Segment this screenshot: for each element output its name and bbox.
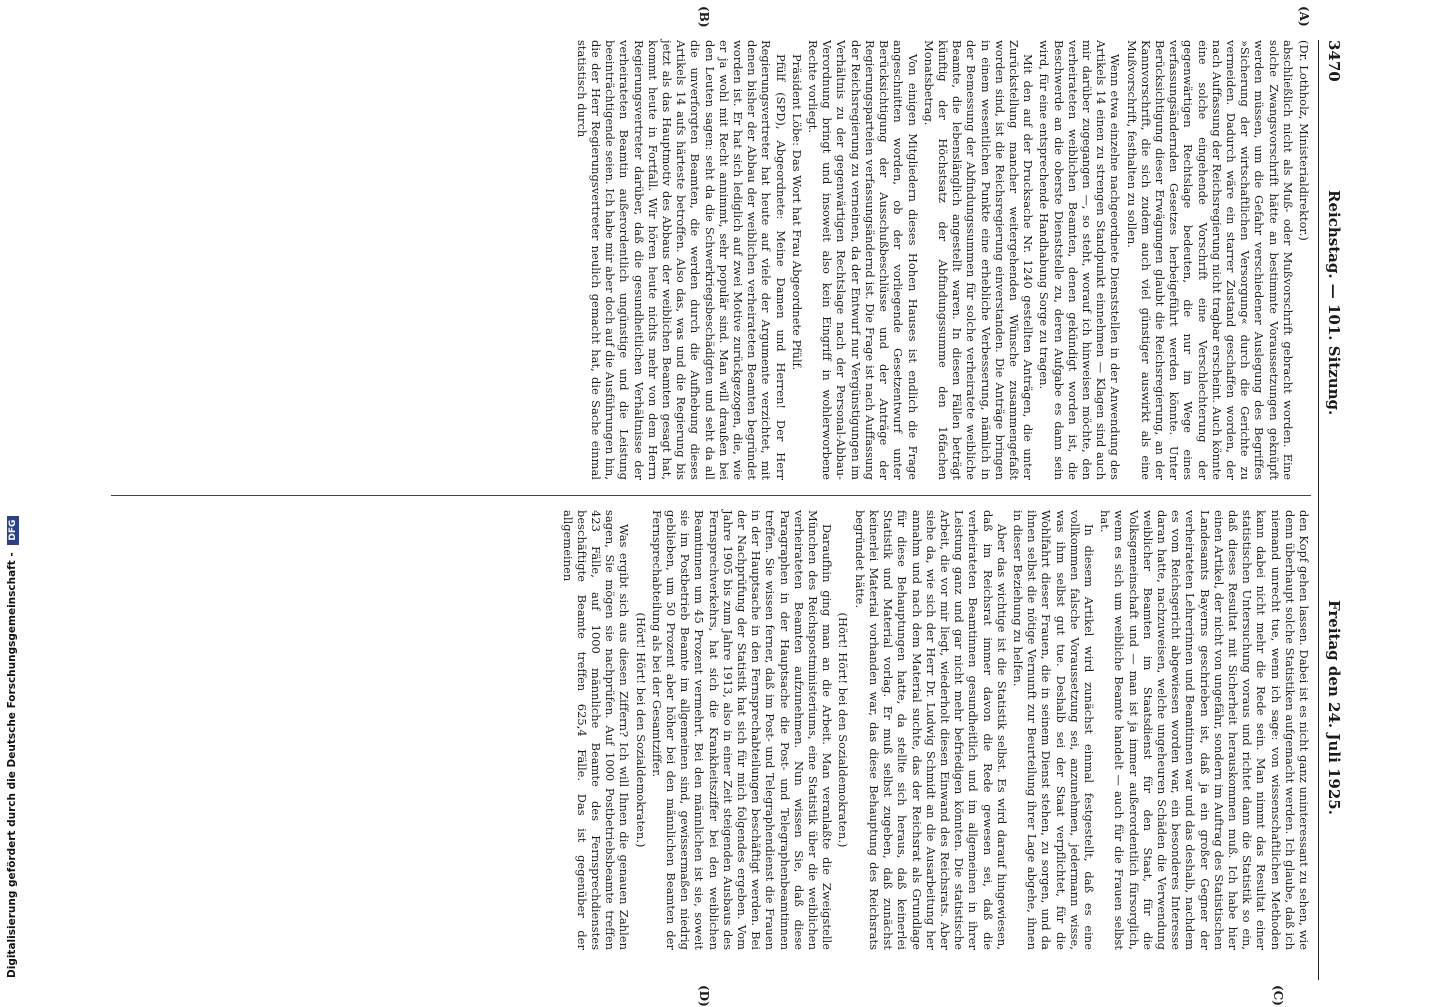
right-column bbox=[558, 510, 1311, 950]
paragraph: Wenn etwa einzelne nachgeordnete Dienststellen in der Anwendung des Artikels 14 einen zu strengen Standpunkt einnehmen — Klagen sind auch mir darüber zugegangen —, so steht, worauf ich hinweisen möchte, den verheirateten weiblichen Beamten, denen gekündigt worden ist, die Beschwerde an die oberste Dienststelle zu, deren Aufgabe es dann sein wird, für eine entsprechende Handhabung Sorge zu tragen. bbox=[1037, 40, 1123, 480]
paragraph: den Kopf gehen lassen. Dabei ist es nicht ganz uninteressant zu sehen, wie denn überhaupt solche Statistiken aufgemacht werden. Ich glaube, daß ich niemand unrecht tue, wenn ich sage: von wissenschaftlichen Methoden kann dabei nicht mehr die Rede sein. Man nimmt das Resultat einer statistischen Untersuchung voraus und richtet dann die Statistik so ein, daß dieses Resultat mit Sicherheit herauskommen muß. Ich habe hier einen Artikel, der nicht von ungefähr, sondern im Auftrag des Statistischen Landesamts Bayerns geschrieben ist, daß ja ein großer Gegner der verheirateten Lehrerinnen und Beamtinnen war und das deshalb, nachdem es vom Reichsgericht abgewiesen worden war, ein besonderes Interesse daran hatte, nachzuweisen, welche ungeheuren Schäden die Verwendung weiblicher Beamten im Staatsdienst für den Staat, für die Volksgemeinschaft und — man ist ja immer außerordentlich fürsorglich, wenn es sich um weibliche Beamte handelt — auch für die Frauen selbst hat. bbox=[1098, 510, 1311, 950]
rotated-page-content bbox=[105, 6, 1345, 1007]
column-separator bbox=[111, 495, 1311, 496]
dfg-logo: DFG bbox=[7, 516, 19, 545]
margin-mark-c: (C) bbox=[1271, 985, 1285, 1006]
margin-mark-d: (D) bbox=[697, 985, 711, 1007]
paragraph: Mit den auf der Drucksache Nr. 1240 gestellten Anträgen, die unter Zurückstellung mancher weitergehenden Wünsche zusammengefaßt worden sind, ist die Reichsregierung einverstanden. Die Anträge bringen in einem wesentlichen Punkte eine erhebliche Verbesserung, nämlich in der Bemessung der Abfindungssummen für solche verheiratete weibliche Beamte, die lebenslänglich angestellt waren. In diesen Fällen beträgt künftig der Höchstsatz der Abfindungssumme den 16fachen Monatsbetrag. bbox=[921, 40, 1036, 480]
left-column bbox=[573, 40, 1311, 480]
margin-mark-b: (B) bbox=[697, 6, 711, 28]
paragraph: Aber das wichtige ist die Statistik selbst. Es wird darauf hingewiesen, daß im Reichsrat immer davon die Rede gewesen sei, daß die verheirateten Beamtinnen gesundheitlich und im allgemeinen in ihrer Leistung ganz und gar nicht mehr befriedigen könnten. Die statistische Arbeit, die vor mir liegt, wiederholt diesen Einwand des Reichsrats. Aber siehe da, wie sich der Herr Dr. Ludwig Schmidt an die Ausarbeitung her annahm und nach dem Material suchte, das der Reichsrat als Grundlage für diese Behauptungen hatte, da stellte sich heraus, daß keinerlei Statistik und Material vorlag. Er muß selbst zugeben, daß zunächst keinerlei Material vorhanden war, das diese Behauptung des Reichsrats begründet hätte. bbox=[852, 510, 1009, 950]
paragraph: In diesem Artikel wird zunächst einmal festgestellt, daß es eine vollkommen falsche Voraussetzung sei, anzunehmen, jedermann wisse, was ihm selbst gut tue. Deshalb sei der Staat verpflichtet, für die Wohlfahrt dieser Frauen, die in seinem Dienst stehen, zu sorgen, und da ihnen selbst die nötige Vernunft zur Beurteilung ihrer Lage abgehe, ihnen in dieser Beziehung zu helfen. bbox=[1010, 510, 1096, 950]
president-remark: Präsident Löbe: Das Wort hat Frau Abgeordnete Pfülf. bbox=[789, 54, 804, 371]
header-date: Freitag den 24. Juli 1925. bbox=[1325, 600, 1343, 815]
paragraph: Daraufhin ging man an die Arbeit. Man veranlaßte die Zweigstelle München des Reichspostministeriums, eine Statistik über die weiblichen verheirateten Beamten aufzunehmen. Nun wissen Sie, daß diese Paragraphen in der Hauptsache die Post- und Telegraphenbeamtinnen treffen. Sie wissen ferner, daß im Post- und Telegraphendienst die Frauen in der Hauptsache in den Fernsprechabteilungen beschäftigt werden. Bei der Nachprüfung der Statistik hat sich für mich folgendes ergeben. Vom Jahre 1905 bis zum Jahre 1913, also in einer Zeit steigenden Ausbaus des Fernsprechverkehrs, hat sich die Krankheitsziffer bei den weiblichen Beamtinnen um 45 Prozent vermehrt. Bei den männlichen ist sie, soweit sie im Postbetrieb Beamte im allgemeinen sind, gewissermaßen niedrig geblieben, um 50 Prozent aber höher bei den männlichen Beamten der Fernsprechabteilung als bei der Gesamtziffer. bbox=[649, 510, 835, 950]
digitization-note bbox=[6, 0, 24, 978]
paragraph: abschließlich nicht als Muß- oder Mußvorschrift gebracht worden. Eine solche Zwangsvorschrift hätte an bestimmte Voraussetzungen geknüpft werden müssen, um die Gefahr verschiedener Auslegung des Begriffes »Sicherung der wirtschaftlichen Versorgung« durch die Gerichte zu vermeiden. Dadurch wäre ein starrer Zustand geschaffen worden, der nach Auffassung der Reichsregierung nicht tragbar erscheint. Auch könnte eine solche eingehende Vorschrift eine Verschlechterung der gegenwärtigen Rechtslage bedeuten, die nur im Wege eines verfassungsändernden Gesetzes herbeigeführt werden könnte. Unter Berücksichtigung dieser Erwägungen glaubt die Reichsregierung, an der Kannvorschrift, die sich zudem auch viel günstiger auswirkt als eine Mußvorschrift, festhalten zu sollen. bbox=[1124, 40, 1295, 480]
interjection: (Hört! Hört! bei den Sozialdemokraten.) bbox=[633, 612, 648, 848]
interjection: (Hört! Hört! bei den Sozialdemokraten.) bbox=[836, 612, 851, 848]
header-title: Reichstag. — 101. Sitzung. bbox=[1325, 190, 1343, 416]
page-number: 3470 bbox=[1325, 40, 1343, 82]
speaker-continuation: (Dr. Lothholz, Ministerialdirektor.) bbox=[1297, 40, 1311, 241]
digitization-note-text: Digitalisierung gefördert durch die Deutsche Forschungsgemeinschaft - bbox=[6, 552, 18, 978]
paragraph: Von einigen Mitgliedern dieses Hohen Hauses ist endlich die Frage angeschnitten worden, ob der vorliegende Gesetzentwurf unter Berücksichtigung der Ausschußbeschlüsse und der Anträge der Regierungsparteien verfassungsändernd ist. Die Frage ist nach Auffassung der Reichsregierung zu verneinen, da der Entwurf nur Vergünstigungen im Verhältnis zu der gegenwärtigen Rechtslage nach der Personal-Abbau-Verordnung bringt und insoweit also kein Eingriff in wohlerworbene Rechte vorliegt. bbox=[806, 40, 920, 480]
header-rule bbox=[1318, 40, 1319, 980]
page-header bbox=[1319, 40, 1345, 980]
margin-mark-a: (A) bbox=[1297, 6, 1311, 27]
speech-paragraph: Pfülf (SPD), Abgeordnete: Meine Damen und Herren! Der Herr Regierungsvertreter hat heute auf viele der Argumente verzichtet, mit denen bisher der Abbau der weiblichen verheirateten Beamten begründet worden ist. Er hat sich lediglich auf zwei Motive zurückgezogen, die, wie er ja wohl mit Recht annimmt, sehr populär sind. Man will draußen bei den Leuten sagen: seht da die Schwerkriegsbeschädigten und seht da all die unverforgten Beamten, die werden durch die Aufhebung dieses Artikels 14 aufs härteste betroffen. Also das, was und die Regierung bis jetzt als das Hauptmotiv des Abbaus der weiblichen Beamten gesagt hat, kommt heute in Fortfall. Wir hören heute nichts mehr von dem Herrn Regierungsvertreter darüber, daß die gesundheitlichen Verhältnisse der verheirateten Beamtin außerordentlich ungünstige und die Leistung beeinträchtigende seien. Ich habe mir aber doch auf die Ausführungen hin, die der Herr Regierungsvertreter neulich gemacht hat, die Sache einmal statistisch durch bbox=[574, 40, 788, 480]
paragraph: Was ergibt sich aus diesen Ziffern? Ich will Ihnen die genauen Zahlen sagen, Sie mögen sie nachprüfen. Auf 1000 Postbetriebsbeamte treffen 423 Fälle, auf 1000 männliche Beamte des Fernsprechdienstes beschäftigte Beamte treffen 625,4 Fälle. Das ist gegenüber der allgemeinen bbox=[560, 510, 632, 950]
